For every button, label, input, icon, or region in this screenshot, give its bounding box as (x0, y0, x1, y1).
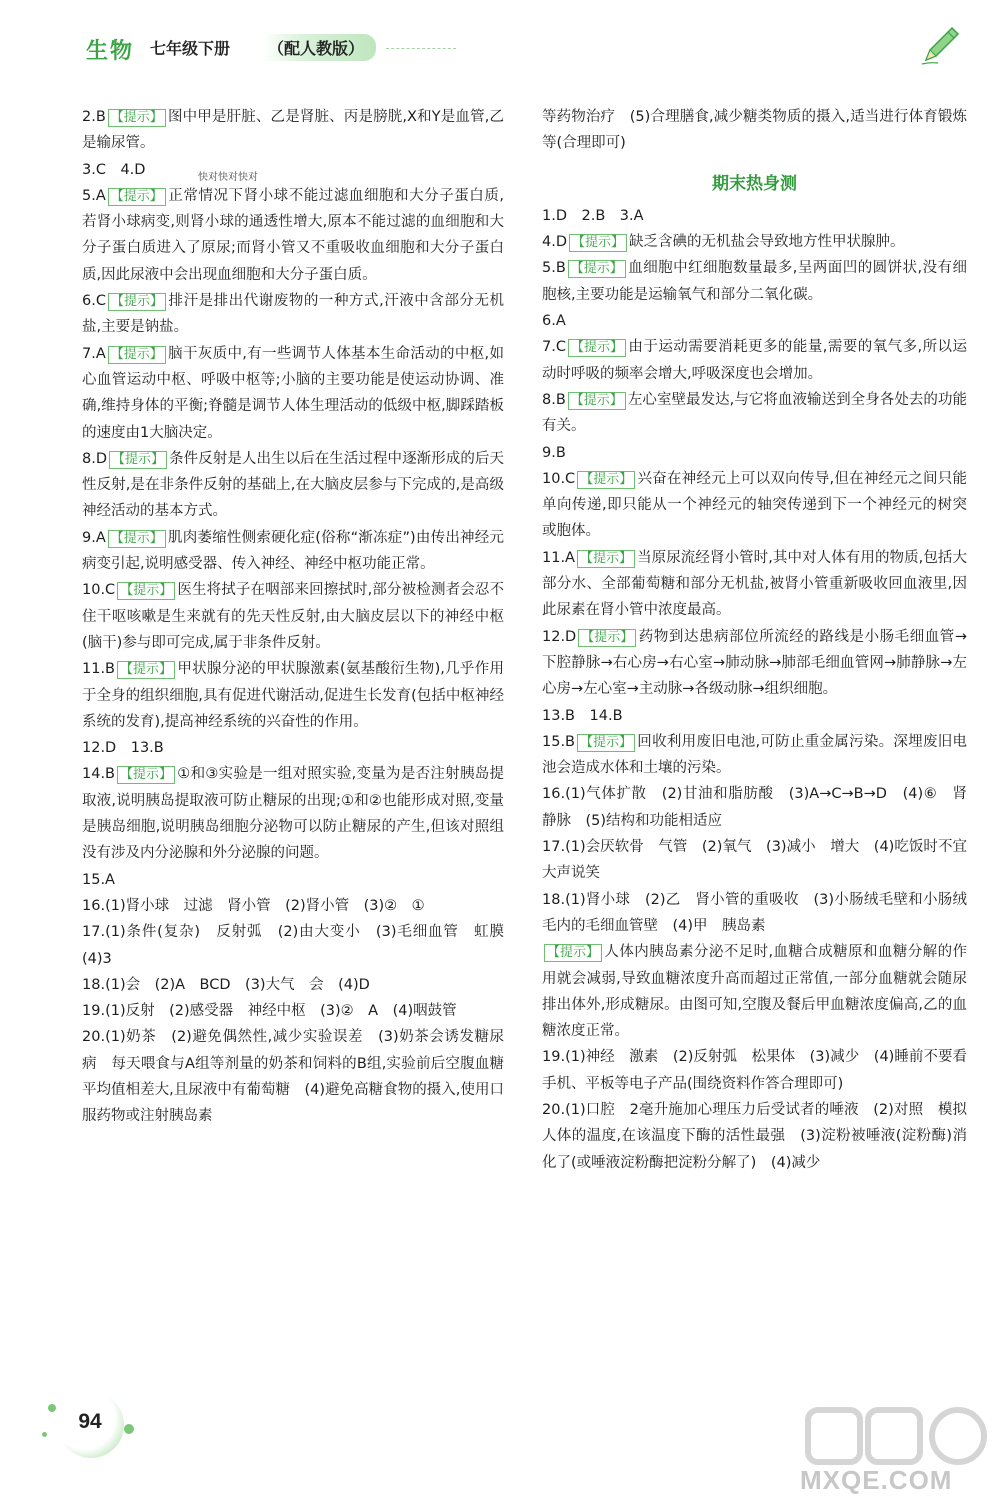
answer-text: 回收利用废旧电池,可防止重金属污染。深埋废旧电池会造成水体和土壤的污染。 (542, 733, 967, 777)
answer-number: 2.B (82, 109, 106, 125)
answer-number: 20. (542, 1101, 566, 1118)
hint-tag: 【提示】 (568, 392, 626, 410)
answer-item (542, 834, 967, 887)
answer-number: 12.D 13.B (82, 740, 164, 757)
answer-number: 5.A (82, 187, 106, 204)
subject-title: 生物 (86, 39, 135, 64)
answer-item (82, 998, 504, 1024)
answer-item (542, 703, 967, 729)
answer-item (82, 1024, 504, 1129)
right-column (542, 104, 967, 1176)
answer-item (82, 525, 504, 578)
answer-text: (1)条件(复杂) 反射弧 (2)由大变小 (3)毛细血管 虹膜 (4)3 (82, 924, 519, 967)
answer-item (82, 104, 504, 157)
answer-text: 肌肉萎缩性侧索硬化症(俗称“渐冻症”)由传出神经元病变引起,说明感受器、传入神经、神经中枢功能正常。 (82, 529, 504, 573)
hint-tag: 【提示】 (577, 734, 635, 752)
left-column (82, 104, 519, 1130)
hint-tag: 【提示】 (117, 582, 175, 600)
page-number-badge (40, 1392, 140, 1472)
hint-tag: 【提示】 (568, 339, 626, 357)
answer-text: 正常情况下肾小球不能过滤血细胞和大分子蛋白质,若肾小球病变,则肾小球的通透性增大,原本不能过滤的血细胞和大分子蛋白质进入了原尿;而肾小管又不重吸收血细胞和大分子蛋白质,因此尿液中会出现血细胞和大分子蛋白质。 (82, 187, 504, 283)
answer-item (542, 1044, 967, 1097)
answer-text: 图中甲是肝脏、乙是肾脏、丙是膀胱,X和Y是血管,乙是输尿管。 (82, 109, 504, 152)
answer-item (542, 334, 967, 387)
right-continuation-text: 等药物治疗 (5)合理膳食,减少糖类物质的摄入,适当进行体育锻炼等(合理即可) (542, 109, 967, 152)
answer-item (542, 308, 967, 334)
answer-item (82, 157, 504, 183)
answer-number: 16. (82, 897, 106, 914)
hint-tag: 【提示】 (578, 629, 636, 647)
hint-tag: 【提示】 (108, 188, 166, 206)
answer-text: 血细胞中红细胞数量最多,呈两面凹的圆饼状,没有细胞核,主要功能是运输氧气和部分二氧化碳。 (542, 260, 967, 303)
hint-tag: 【提示】 (108, 109, 166, 127)
answer-item (542, 887, 967, 940)
answer-item (542, 387, 967, 440)
answer-item (82, 288, 504, 341)
answer-text: 人体内胰岛素分泌不足时,血糖合成糖原和血糖分解的作用就会减弱,导致血糖浓度升高而超过正常值,一部分血糖就会随尿排出体外,形成糖尿。由图可知,空腹及餐后甲血糖浓度偏高,乙的血糖浓度正常。 (542, 944, 967, 1040)
hint-tag: 【提示】 (577, 550, 635, 568)
answer-item (82, 656, 504, 735)
answer-item (82, 972, 504, 998)
answer-number: 12.D (542, 628, 577, 645)
answer-text: 缺乏含碘的无机盐会导致地方性甲状腺肿。 (629, 234, 905, 251)
page-header (0, 0, 1000, 80)
answer-number: 1.D 2.B 3.A (542, 207, 644, 224)
answer-number: 18. (82, 976, 106, 993)
answer-item (82, 341, 504, 446)
answer-text: 兴奋在神经元上可以双向传导,但在神经元之间只能单向传递,即只能从一个神经元的轴突传递到下一个神经元的树突或胞体。 (542, 470, 967, 540)
answer-text: 条件反射是人出生以后在生活过程中逐渐形成的后天性反射,是在非条件反射的基础上,在大脑皮层参与下完成的,是高级神经活动的基本方式。 (82, 450, 504, 520)
answer-text: (1)反射 (2)感受器 神经中枢 (3)② A (4)咽鼓管 (105, 1003, 457, 1020)
answer-number: 11.B (82, 661, 116, 678)
answer-item (542, 255, 967, 308)
answer-number: 17. (542, 839, 566, 856)
hint-tag: 【提示】 (108, 293, 166, 311)
decor-dot (124, 1424, 134, 1434)
answer-item (542, 440, 967, 466)
answer-item (542, 466, 967, 545)
answer-item (82, 183, 504, 288)
answer-number: 16. (542, 786, 566, 803)
answer-number: 10.C (542, 470, 576, 487)
hint-tag: 【提示】 (544, 944, 602, 962)
section-title: 期末热身测 (712, 173, 797, 194)
answer-text: (1)肾小球 过滤 肾小管 (2)肾小管 (3)② ① (105, 897, 425, 914)
answer-number: 19. (542, 1049, 566, 1066)
answer-number: 3.C 4.D (82, 161, 146, 178)
answer-text: ①和③实验是一组对照实验,变量为是否注射胰岛提取液,说明胰岛提取液可防止糖尿的出现;①和②也能形成对照,变量是胰岛细胞,说明胰岛细胞分泌物可以防止糖尿的产生,但该对照组没有涉及内分泌腺和外分泌腺的问题。 (82, 766, 504, 862)
grade-label: 七年级下册 (150, 39, 231, 58)
answer-number: 15.A (82, 871, 115, 888)
watermark-text: MXQE.COM (800, 1465, 953, 1495)
hint-tag: 【提示】 (568, 260, 626, 278)
answer-item (82, 893, 504, 919)
answer-text: (1)气体扩散 (2)甘油和脂肪酸 (3)A→C→B→D (4)⑥ 肾静脉 (5)结构和功能相适应 (542, 786, 967, 829)
answer-number: 15.B (542, 733, 576, 750)
answer-item (82, 446, 504, 525)
answer-number: 8.B (542, 391, 566, 408)
answer-item (82, 761, 504, 866)
answer-number: 9.B (542, 444, 566, 461)
answer-number: 14.B (82, 766, 116, 783)
answer-number: 20. (82, 1029, 106, 1046)
answer-item (82, 735, 504, 761)
answer-item (542, 939, 967, 1044)
answer-item (542, 229, 967, 255)
answer-number: 11.A (542, 549, 575, 566)
answer-number: 18. (542, 891, 566, 908)
hint-tag: 【提示】 (569, 234, 627, 252)
answer-item (542, 624, 967, 703)
answer-item (542, 1097, 967, 1176)
answer-text: (1)会厌软骨 气管 (2)氧气 (3)减小 增大 (4)吃饭时不宜大声说笑 (542, 839, 967, 882)
answer-number: 7.A (82, 345, 106, 362)
answer-text: (1)神经 激素 (2)反射弧 松果体 (3)减少 (4)睡前不要看手机、平板等电子产品(围绕资料作答合理即可) (542, 1049, 967, 1092)
hint-tag: 【提示】 (117, 661, 175, 679)
answer-number: 19. (82, 1003, 106, 1020)
answer-text: (1)奶茶 (2)避免偶然性,减少实验误差 (3)奶茶会诱发糖尿病 每天喂食与A组等剂量的奶茶和饲料的B组,实验前后空腹血糖平均值相差大,且尿液中有葡萄糖 (4)避免高糖食物的摄入,使用口服药物或注射胰岛素 (82, 1029, 504, 1125)
answer-text: 医生将拭子在咽部来回擦拭时,部分被检测者会忍不住干呕咳嗽是生来就有的先天性反射,由大脑皮层以下的神经中枢(脑干)参与即可完成,属于非条件反射。 (82, 582, 504, 651)
answer-text: 当原尿流经肾小管时,其中对人体有用的物质,包括大部分水、全部葡萄糖和部分无机盐,被肾小管重新吸收回血液里,因此尿素在肾小管中浓度最高。 (542, 549, 967, 619)
answer-number: 17. (82, 924, 106, 941)
decor-dot (42, 1432, 47, 1437)
handwritten-scribble: 快对快对快对 (198, 172, 258, 183)
answer-item (82, 577, 504, 656)
answer-item (542, 545, 967, 624)
answer-text: 脑干灰质中,有一些调节人体基本生命活动的中枢,如心血管运动中枢、呼吸中枢等;小脑的主要功能是使运动协调、准确,维持身体的平衡;脊髓是调节人体生理活动的低级中枢,脚踩踏板的速度由1大脑决定。 (82, 345, 504, 441)
hint-tag: 【提示】 (108, 346, 166, 364)
hint-tag: 【提示】 (117, 766, 175, 784)
answer-number: 9.A (82, 529, 106, 546)
answer-text: (1)肾小球 (2)乙 肾小管的重吸收 (3)小肠绒毛壁和小肠绒毛内的毛细血管壁 (4)甲 胰岛素 (542, 891, 967, 934)
answer-text: (1)口腔 2毫升施加心理压力后受试者的唾液 (2)对照 模拟人体的温度,在该温度下酶的活性最强 (3)淀粉被唾液(淀粉酶)消化了(或唾液淀粉酶把淀粉分解了) (4)减少 (542, 1101, 967, 1171)
answer-number: 4.D (542, 234, 567, 251)
decor-dot (48, 1404, 56, 1412)
answer-item (542, 781, 967, 834)
answer-text: 由于运动需要消耗更多的能量,需要的氧气多,所以运动时呼吸的频率会增大,呼吸深度也会增加。 (542, 339, 967, 382)
answer-number: 10.C (82, 582, 116, 599)
hint-tag: 【提示】 (108, 530, 166, 548)
answer-number: 7.C (542, 339, 566, 356)
answer-text: 甲状腺分泌的甲状腺激素(氨基酸衍生物),几乎作用于全身的组织细胞,具有促进代谢活动,促进生长发育(包括中枢神经系统的发育),提高神经系统的兴奋性的作用。 (82, 661, 504, 730)
hint-tag: 【提示】 (109, 451, 167, 469)
answer-item (542, 203, 967, 229)
answer-text: 左心室壁最发达,与它将血液输送到全身各处去的功能有关。 (542, 391, 967, 435)
page-number: 94 (78, 1410, 102, 1433)
answer-number: 6.C (82, 293, 106, 310)
answer-text: 排汗是排出代谢废物的一种方式,汗液中含部分无机盐,主要是钠盐。 (82, 293, 504, 336)
answer-number: 13.B 14.B (542, 707, 623, 724)
answer-item (542, 729, 967, 782)
answer-text: 药物到达患病部位所流经的路线是小肠毛细血管→下腔静脉→右心房→右心室→肺动脉→肺部毛细血管网→肺静脉→左心房→左心室→主动脉→各级动脉→组织细胞。 (542, 628, 967, 698)
header-divider (386, 48, 456, 49)
right-answer-list (542, 203, 967, 1176)
answer-text: (1)会 (2)A BCD (3)大气 会 (4)D (105, 976, 370, 993)
answer-number: 8.D (82, 450, 107, 467)
pencil-icon (920, 22, 964, 66)
answer-item (82, 867, 504, 893)
edition-label: （配人教版） (262, 34, 376, 61)
answer-item (82, 919, 519, 972)
answer-number: 6.A (542, 313, 566, 330)
hint-tag: 【提示】 (577, 471, 635, 489)
answer-number: 5.B (542, 260, 566, 277)
